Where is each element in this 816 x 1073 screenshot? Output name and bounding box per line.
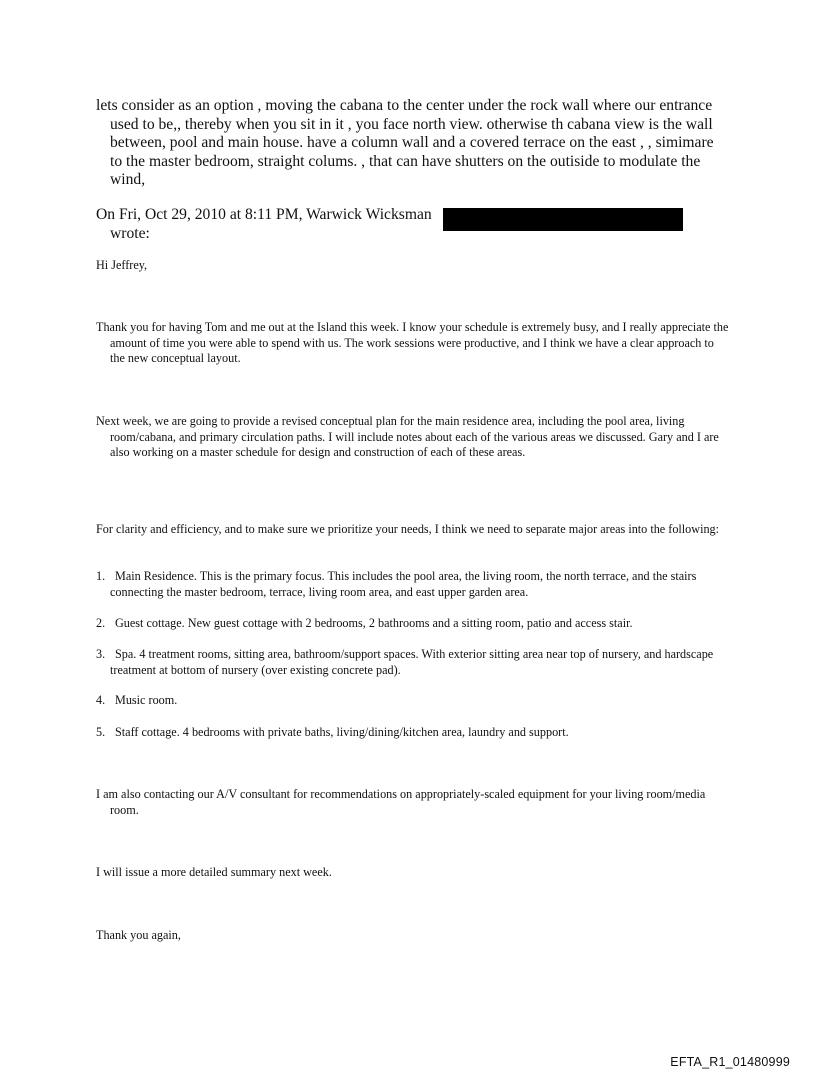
list-item: 5. Staff cottage. 4 bedrooms with private baths, living/dining/kitchen area, laundry and support. [96,725,569,739]
redaction-box [443,208,683,231]
greeting: Hi Jeffrey, [96,258,148,272]
document-id: EFTA_R1_01480999 [670,1055,790,1069]
paragraph-summary: I will issue a more detailed summary next week. [96,865,332,879]
reply-body: lets consider as an option , moving the cabana to the center under the rock wall where our entrance used to be,, thereby when you sit in it , you face north view. otherwise th cabana view is the wall between, pool and main house. have a column wall and a covered terrace on the east , , simimare to the master bedroom, straight colums. , that can have shutters on the outiside to modulate the wind, [96,97,714,189]
paragraph-next-week: Next week, we are going to provide a revised conceptual plan for the main residence area, including the pool area, living room/cabana, and primary circulation paths. I will include notes about each of the various areas we discussed. Gary and I are also working on a master schedule for design and construction of each of these areas. [96,414,719,460]
paragraph-av-consultant: I am also contacting our A/V consultant for recommendations on appropriately-scaled equipment for your living room/media room. [96,787,706,817]
quote-header-sender: On Fri, Oct 29, 2010 at 8:11 PM, Warwick Wicksman [96,206,432,223]
closing: Thank you again, [96,928,181,942]
paragraph-thanks: Thank you for having Tom and me out at the Island this week. I know your schedule is extremely busy, and I really appreciate the amount of time you were able to spend with us. The work sessions were productive, and I think we have a clear approach to the new conceptual layout. [96,320,729,366]
paragraph-clarity: For clarity and efficiency, and to make sure we prioritize your needs, I think we need to separate major areas into the following: [96,522,720,536]
list-item: 2. Guest cottage. New guest cottage with 2 bedrooms, 2 bathrooms and a sitting room, patio and access stair. [96,616,633,630]
list-item: 1. Main Residence. This is the primary focus. This includes the pool area, the living room, the north terrace, and the stairs connecting the master bedroom, terrace, living room area, and east upper garden area. [96,569,697,599]
list-item: 3. Spa. 4 treatment rooms, sitting area, bathroom/support spaces. With exterior sitting area near top of nursery, and hardscape treatment at bottom of nursery (over existing concrete pad). [96,647,714,677]
quote-header-wrote: wrote: [110,225,150,242]
list-item: 4. Music room. [96,693,178,707]
